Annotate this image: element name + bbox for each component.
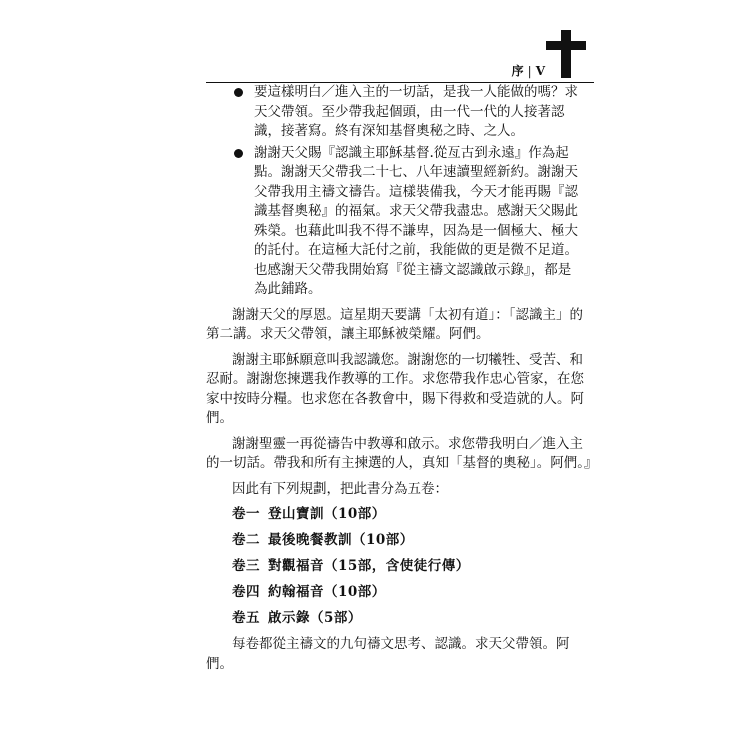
bullet-item <box>206 144 592 300</box>
bullet-text: 要這樣明白／進入主的一切話，是我一人能做的嗎？求天父帶領。至少帶我起個頭，由一代一代的人接著認識，接著寫。終有深知基督奧秘之時、之人。 <box>254 84 578 139</box>
volume-title: 約翰福音（10部） <box>268 584 386 600</box>
volume-list <box>206 505 592 629</box>
volume-title: 啟示錄（5部） <box>268 610 362 626</box>
paragraph: 謝謝聖靈一再從禱告中教導和啟示。求您帶我明白／進入主的一切話。帶我和所有主揀選的人，真知「基督的奧秘」。阿們。』 <box>206 435 598 471</box>
volume-item <box>206 609 592 629</box>
header-separator: | <box>527 64 533 78</box>
paragraph: 謝謝主耶穌願意叫我認識您。謝謝您的一切犧牲、受苦、和忍耐。謝謝您揀選我作教導的工作。求您帶我作忠心管家，在您家中按時分糧。也求您在各教會中，賜下得救和受造就的人。阿們。 <box>206 351 584 426</box>
bullet-list <box>206 83 592 300</box>
volume-title: 登山寶訓（10部） <box>268 506 386 522</box>
volume-label: 卷二 <box>232 532 260 548</box>
volume-label: 卷四 <box>232 584 260 600</box>
paragraph: 謝謝天父的厚恩。這星期天要講「太初有道」：「認識主」的第二講。求天父帶領，讓主耶穌被榮耀。阿們。 <box>206 306 583 342</box>
volume-item <box>206 505 592 525</box>
volume-item <box>206 557 592 577</box>
volume-item <box>206 531 592 551</box>
volume-label: 卷五 <box>232 610 260 626</box>
page-body <box>206 83 598 674</box>
bullet-item <box>206 83 592 142</box>
volume-item <box>206 583 592 603</box>
bullet-dot-icon <box>234 88 243 97</box>
volume-title: 對觀福音（15部，含使徒行傳） <box>268 558 470 574</box>
closing-paragraph: 每卷都從主禱文的九句禱文思考、認識。求天父帶領。阿們。 <box>206 636 570 672</box>
page-number: V <box>535 64 546 78</box>
bullet-text: 謝謝天父賜『認識主耶穌基督.從亙古到永遠』作為起點。謝謝天父帶我二十七、八年速讀聖經新約。謝謝天父帶我用主禱文禱告。這樣裝備我，今天才能再賜『認識基督奧秘』的福氣。求天父帶我盡忠。感謝天父賜此殊榮。也藉此叫我不得不謙卑，因為是一個極大、極大的託付。在這極大託付之前，我能做的更是微不足道。也感謝天父帶我開始寫『從主禱文認識啟示錄』，都是為此鋪路。 <box>254 144 578 297</box>
running-header <box>506 62 546 79</box>
volume-title: 最後晚餐教訓（10部） <box>268 532 414 548</box>
volume-label: 卷一 <box>232 506 260 522</box>
section-title: 序 <box>511 64 525 78</box>
bullet-dot-icon <box>234 149 243 158</box>
volume-label: 卷三 <box>232 558 260 574</box>
paragraph: 因此有下列規劃，把此書分為五卷： <box>232 480 448 497</box>
cross-icon <box>546 30 586 78</box>
